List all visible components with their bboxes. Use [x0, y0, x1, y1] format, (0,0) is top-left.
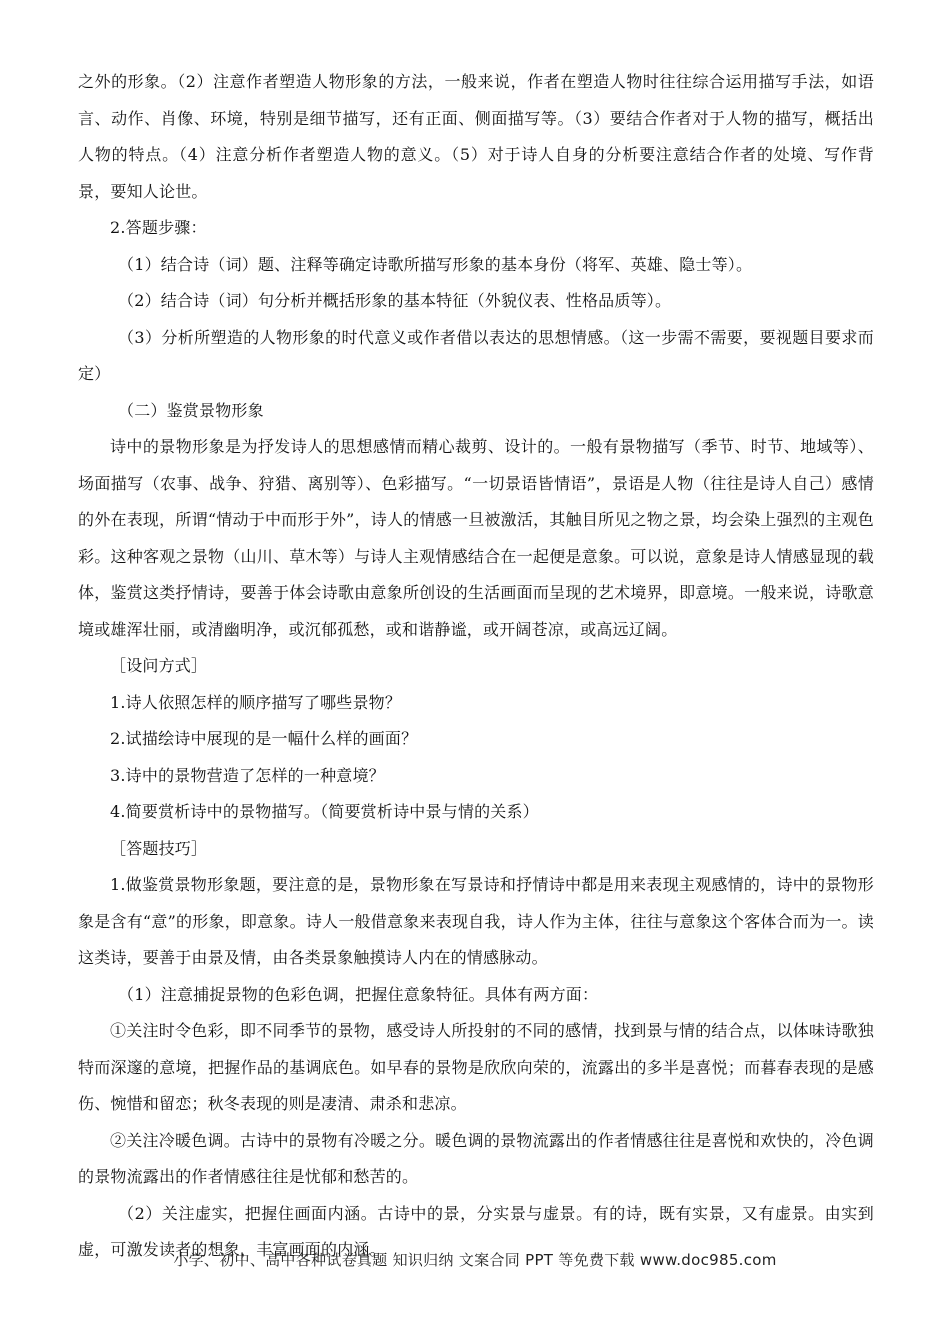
step-1: （1）结合诗（词）题、注释等确定诗歌所描写形象的基本身份（将军、英雄、隐士等）。: [118, 254, 753, 274]
document-body: [78, 64, 874, 1269]
heading-question-types: ［设问方式］: [110, 656, 208, 675]
heading-answer-tips: ［答题技巧］: [110, 838, 208, 858]
step-2: （2）结合诗（词）句分析并概括形象的基本特征（外貌仪表、性格品质等）。: [118, 291, 672, 310]
tip-warm-cold-tones: ②关注冷暖色调。古诗中的景物有冷暖之分。暖色调的景物流露出的作者情感往往是喜悦和欢快的，冷色调的景物流露出的作者情感往往是忧郁和愁苦的。: [78, 1130, 874, 1186]
question-4: 4.简要赏析诗中的景物描写。（简要赏析诗中景与情的关系）: [110, 802, 539, 821]
question-2: 2.试描绘诗中展现的是一幅什么样的画面？: [110, 729, 418, 748]
tip-1-sub-1: （1）注意捕捉景物的色彩色调，把握住意象特征。具体有两方面：: [118, 984, 599, 1004]
page-footer: 小学、初中、高中各种试卷真题 知识归纳 文案合同 PPT 等免费下载 www.doc985.com: [173, 1251, 777, 1269]
paragraph-character-methods: 之外的形象。（2）注意作者塑造人物形象的方法，一般来说，作者在塑造人物时往往综合运用描写手法，如语言、动作、肖像、环境，特别是细节描写，还有正面、侧面描写等。（3）要结合作者对于人物的描写，概括出人物的特点。（4）注意分析作者塑造人物的意义。（5）对于诗人自身的分析要注意结合作者的处境、写作背景，要知人论世。: [78, 72, 874, 201]
section-heading-scenery: （二）鉴赏景物形象: [118, 400, 264, 420]
question-1: 1.诗人依照怎样的顺序描写了哪些景物？: [110, 692, 402, 712]
step-3: （3）分析所塑造的人物形象的时代意义或作者借以表达的思想情感。（这一步需不需要，要视题目要求而定）: [78, 327, 874, 383]
heading-answer-steps: 2.答题步骤：: [110, 218, 207, 237]
tip-1: 1.做鉴赏景物形象题，要注意的是，景物形象在写景诗和抒情诗中都是用来表现主观感情的，诗中的景物形象是含有“意”的形象，即意象。诗人一般借意象来表现自我，诗人作为主体，往往与意象这个客体合而为一。读这类诗，要善于由景及情，由各类景象触摸诗人内在的情感脉动。: [78, 875, 874, 967]
tip-seasonal-colors: ①关注时令色彩，即不同季节的景物，感受诗人所投射的不同的感情，找到景与情的结合点，以体味诗歌独特而深邃的意境，把握作品的基调底色。如早春的景物是欣欣向荣的，流露出的多半是喜悦；而暮春表现的是感伤、惋惜和留恋；秋冬表现的则是凄清、肃杀和悲凉。: [78, 1021, 874, 1113]
paragraph-scenery-intro: 诗中的景物形象是为抒发诗人的思想感情而精心裁剪、设计的。一般有景物描写（季节、时节、地域等）、场面描写（农事、战争、狩猎、离别等）、色彩描写。“一切景语皆情语”，景语是人物（往往是诗人自己）感情的外在表现，所谓“情动于中而形于外”，诗人的情感一旦被激活，其触目所见之物之景，均会染上强烈的主观色彩。这种客观之景物（山川、草木等）与诗人主观情感结合在一起便是意象。可以说，意象是诗人情感显现的载体，鉴赏这类抒情诗，要善于体会诗歌由意象所创设的生活画面而呈现的艺术境界，即意境。一般来说，诗歌意境或雄浑壮丽，或清幽明净，或沉郁孤愁，或和谐静谧，或开阔苍凉，或高远辽阔。: [78, 437, 874, 639]
tip-1-sub-2: （2）关注虚实，把握住画面内涵。古诗中的景，分实景与虚景。有的诗，既有实景，又有虚景。由实到虚，可激发读者的想象，丰富画面的内涵。: [78, 1203, 874, 1259]
question-3: 3.诗中的景物营造了怎样的一种意境？: [110, 765, 385, 785]
